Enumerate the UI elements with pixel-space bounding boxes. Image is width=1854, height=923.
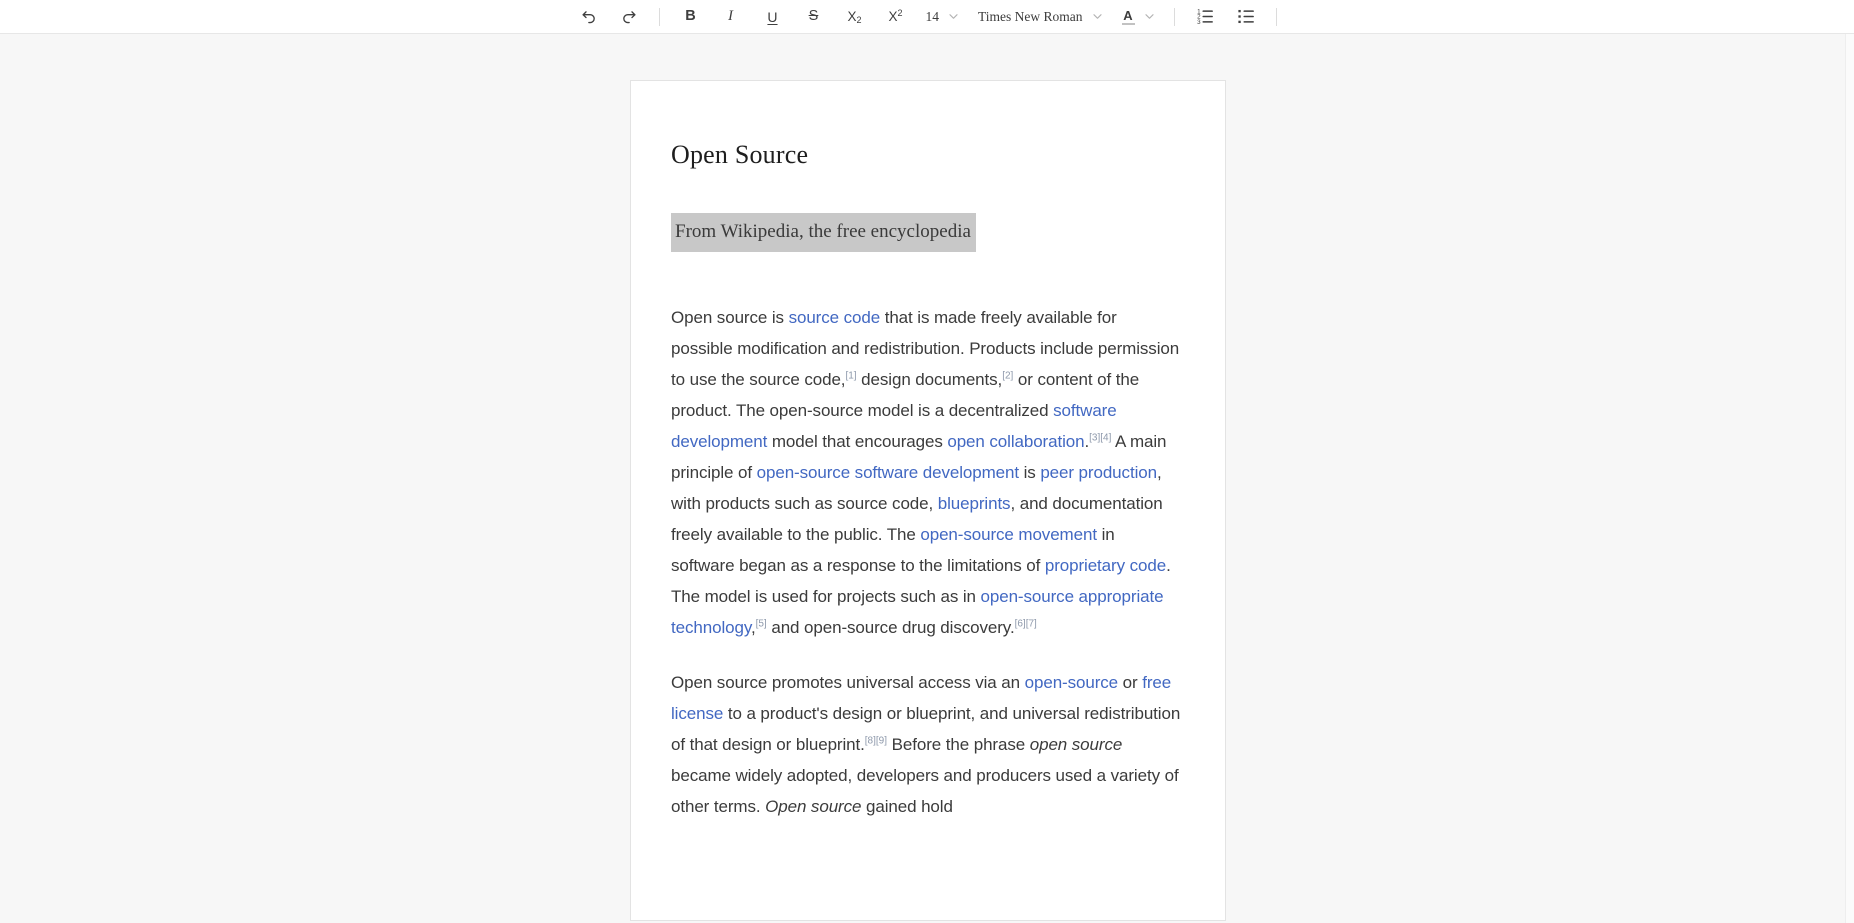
text-run: and open-source drug discovery. bbox=[766, 617, 1015, 637]
toolbar-buttons bbox=[571, 4, 1282, 30]
strikethrough-button[interactable] bbox=[796, 4, 830, 30]
toolbar-divider bbox=[1174, 8, 1175, 26]
text-run: , bbox=[750, 617, 756, 637]
text-run: model that encourages bbox=[767, 431, 948, 451]
text-run: . The model is used for projects such as in bbox=[671, 555, 1171, 606]
toolbar-divider bbox=[659, 8, 660, 26]
redo-icon bbox=[621, 8, 638, 25]
numbered-list-button[interactable] bbox=[1188, 4, 1222, 30]
text-link[interactable]: open-source software development bbox=[756, 462, 1019, 482]
text-run: design documents, bbox=[856, 369, 1003, 389]
text-run: , and documentation freely available to the public. The bbox=[671, 493, 1163, 544]
emphasis-text: Open source bbox=[765, 796, 862, 816]
text-link[interactable]: free license bbox=[671, 672, 1172, 723]
bold-button[interactable] bbox=[673, 4, 707, 30]
text-run: , with products such as source code, bbox=[671, 462, 1162, 513]
text-run: became widely adopted, developers and producers used a variety of other terms. bbox=[671, 765, 1179, 816]
undo-icon bbox=[580, 8, 597, 25]
paragraph bbox=[671, 667, 1182, 822]
subscript-button[interactable] bbox=[837, 4, 871, 30]
document-subtitle-selected-text[interactable]: From Wikipedia, the free encyclopedia bbox=[671, 213, 976, 252]
footnote-ref[interactable]: [2] bbox=[1002, 370, 1014, 382]
font-color-dropdown[interactable] bbox=[1116, 4, 1161, 30]
toolbar-divider bbox=[1276, 8, 1277, 26]
redo-button[interactable] bbox=[612, 4, 646, 30]
text-link[interactable]: peer production bbox=[1040, 462, 1157, 482]
text-run: or bbox=[1118, 672, 1143, 692]
bold-icon: B bbox=[685, 8, 696, 25]
footnote-ref[interactable]: [3][4] bbox=[1089, 432, 1112, 444]
svg-text:1: 1 bbox=[1196, 8, 1201, 16]
footnote-ref[interactable]: [8][9] bbox=[864, 735, 888, 747]
svg-text:3: 3 bbox=[1196, 19, 1201, 25]
numbered-list-icon bbox=[1196, 8, 1214, 25]
text-link[interactable]: open collaboration bbox=[947, 431, 1085, 451]
text-run: to a product's design or blueprint, and universal redistribution of that design or blueprint. bbox=[671, 703, 1181, 754]
text-run: A main principle of bbox=[671, 431, 1167, 482]
font-size-value: 14 bbox=[925, 8, 939, 24]
text-link[interactable]: open-source movement bbox=[920, 524, 1097, 544]
subscript-icon: X 2 bbox=[847, 8, 862, 26]
text-link[interactable]: open-source appropriate technology bbox=[671, 586, 1164, 637]
document-body bbox=[671, 302, 1182, 822]
page-title: Open Source bbox=[671, 140, 809, 169]
superscript-button[interactable] bbox=[878, 4, 912, 30]
italic-button[interactable] bbox=[714, 4, 748, 30]
formatting-toolbar bbox=[0, 0, 1854, 34]
footnote-ref[interactable]: [6][7] bbox=[1014, 618, 1037, 630]
text-link[interactable]: source code bbox=[788, 307, 881, 327]
font-family-dropdown[interactable] bbox=[972, 4, 1109, 30]
text-run: . bbox=[1084, 431, 1090, 451]
text-run: Open source is bbox=[671, 307, 789, 327]
font-size-dropdown[interactable] bbox=[919, 4, 965, 30]
text-link[interactable]: blueprints bbox=[937, 493, 1011, 513]
chevron-down-icon bbox=[948, 13, 959, 20]
footnote-ref[interactable]: [5] bbox=[755, 618, 767, 630]
bullet-list-button[interactable] bbox=[1229, 4, 1263, 30]
text-run: in software began as a response to the limitations of bbox=[671, 524, 1115, 575]
text-run: or content of the product. The open-source model is a decentralized bbox=[671, 369, 1140, 420]
underline-button[interactable] bbox=[755, 4, 789, 30]
strikethrough-icon: S bbox=[808, 8, 819, 25]
subtitle-row bbox=[671, 213, 1181, 253]
svg-text:2: 2 bbox=[1196, 13, 1201, 21]
superscript-icon: X 2 bbox=[888, 7, 903, 24]
vertical-scrollbar[interactable] bbox=[1845, 34, 1854, 923]
bullet-list-icon bbox=[1237, 8, 1255, 25]
emphasis-text: open source bbox=[1029, 734, 1123, 754]
font-color-icon: A bbox=[1123, 7, 1133, 23]
chevron-down-icon bbox=[1092, 13, 1103, 20]
document-page[interactable] bbox=[630, 80, 1226, 921]
text-run: gained hold bbox=[861, 796, 953, 816]
text-run: Open source promotes universal access via an bbox=[671, 672, 1025, 692]
text-run: is bbox=[1018, 462, 1041, 482]
chevron-down-icon bbox=[1144, 13, 1155, 20]
text-run: that is made freely available for possible modification and redistribution. Products include permission to use the source code, bbox=[671, 307, 1180, 389]
undo-button[interactable] bbox=[571, 4, 605, 30]
underline-icon: U bbox=[767, 8, 778, 25]
text-link[interactable]: proprietary code bbox=[1044, 555, 1167, 575]
italic-icon: I bbox=[727, 8, 733, 24]
paragraph bbox=[671, 302, 1182, 643]
text-link[interactable]: software development bbox=[671, 400, 1117, 451]
font-family-value: Times New Roman bbox=[977, 8, 1083, 24]
footnote-ref[interactable]: [1] bbox=[845, 370, 857, 382]
text-run: Before the phrase bbox=[887, 734, 1030, 754]
text-link[interactable]: open-source bbox=[1024, 672, 1119, 692]
